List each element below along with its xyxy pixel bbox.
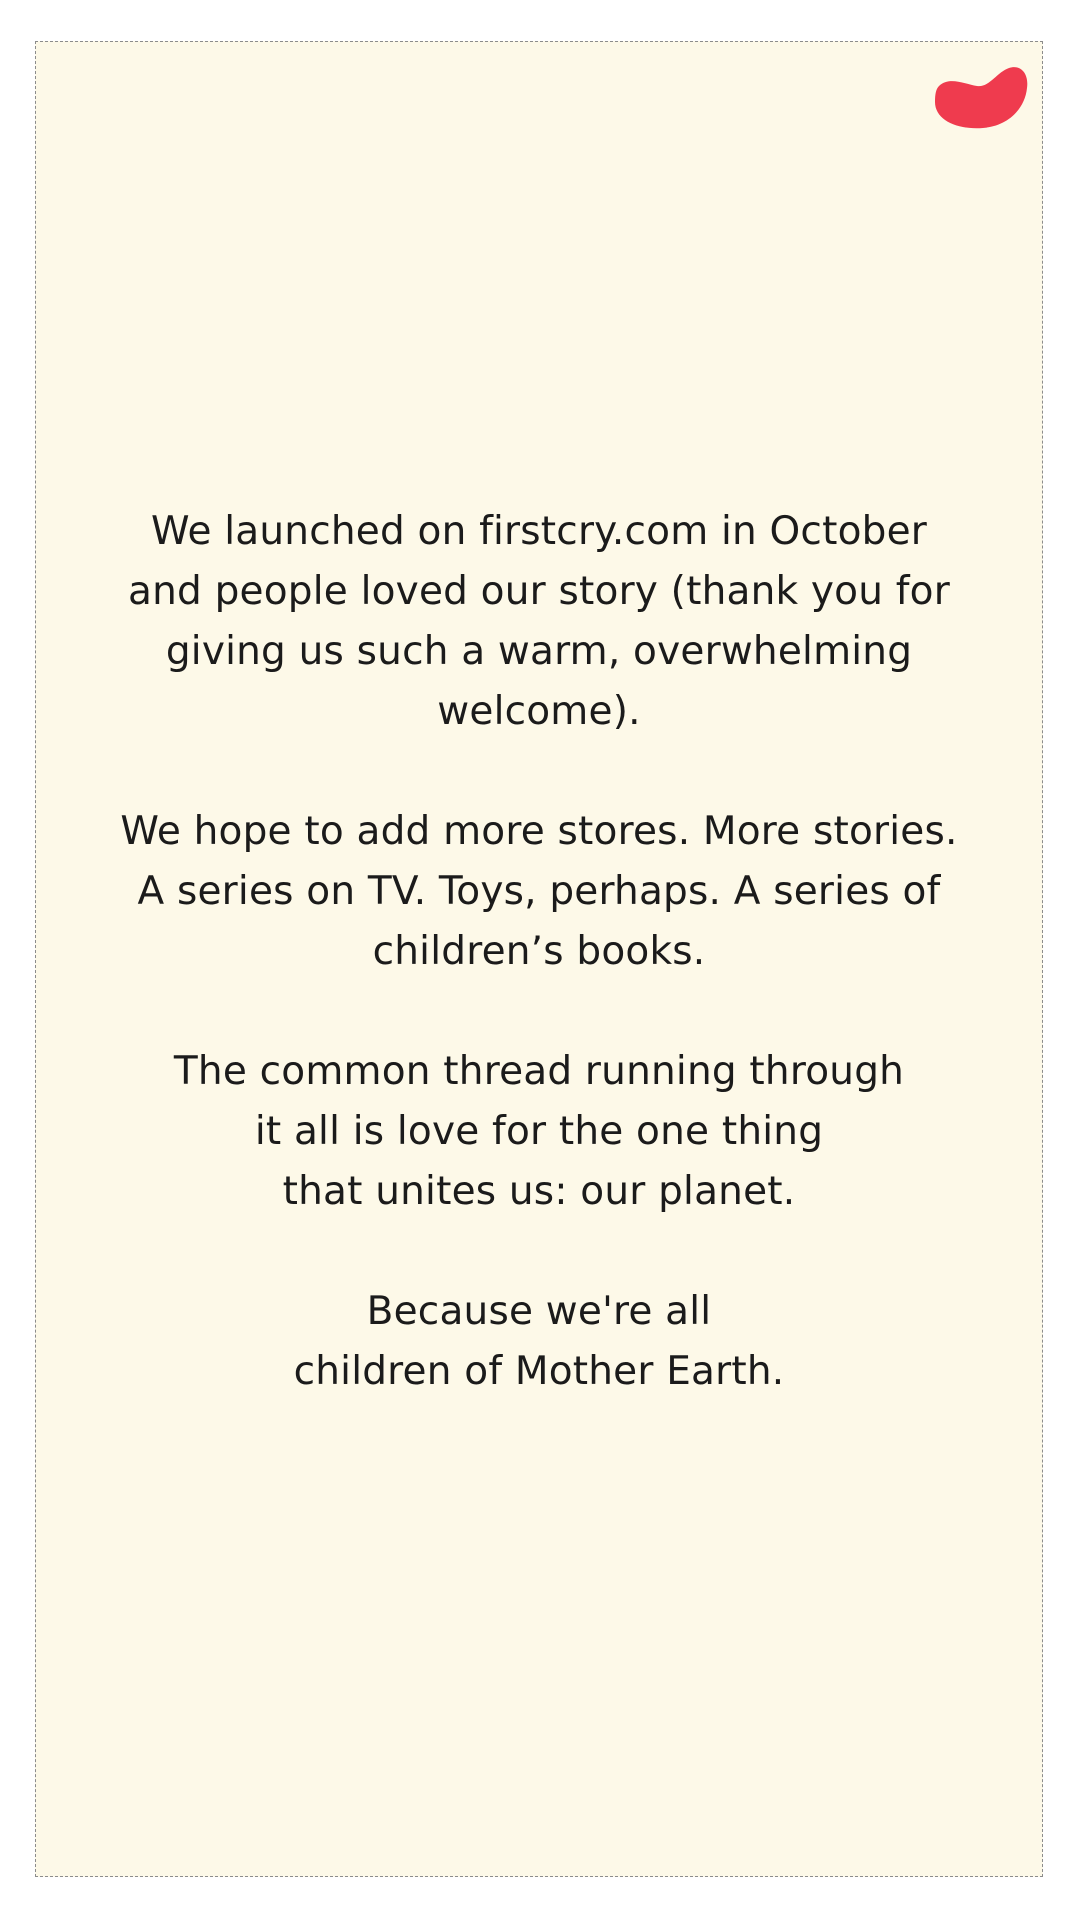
story-line: that unites us: our planet. (282, 1169, 796, 1214)
story-line: children’s books. (372, 929, 706, 974)
story-card (35, 41, 1043, 1877)
story-paragraph-thread (36, 1042, 1042, 1222)
red-blob-icon (933, 64, 1029, 134)
story-text (36, 502, 1042, 1402)
story-line: children of Mother Earth. (293, 1349, 785, 1394)
story-line: and people loved our story (thank you for (128, 569, 950, 614)
story-paragraph-launch (36, 502, 1042, 742)
story-line: The common thread running through (173, 1049, 905, 1094)
story-paragraph-plans (36, 802, 1042, 982)
story-line: giving us such a warm, overwhelming (165, 629, 913, 674)
story-line: We launched on firstcry.com in October (150, 509, 928, 554)
story-line: We hope to add more stores. More stories. (120, 809, 958, 854)
story-line: welcome). (437, 689, 641, 734)
story-line: it all is love for the one thing (254, 1109, 824, 1154)
story-line: Because we're all (366, 1289, 712, 1334)
story-line: A series on TV. Toys, perhaps. A series of (137, 869, 941, 914)
story-paragraph-closing (36, 1282, 1042, 1402)
